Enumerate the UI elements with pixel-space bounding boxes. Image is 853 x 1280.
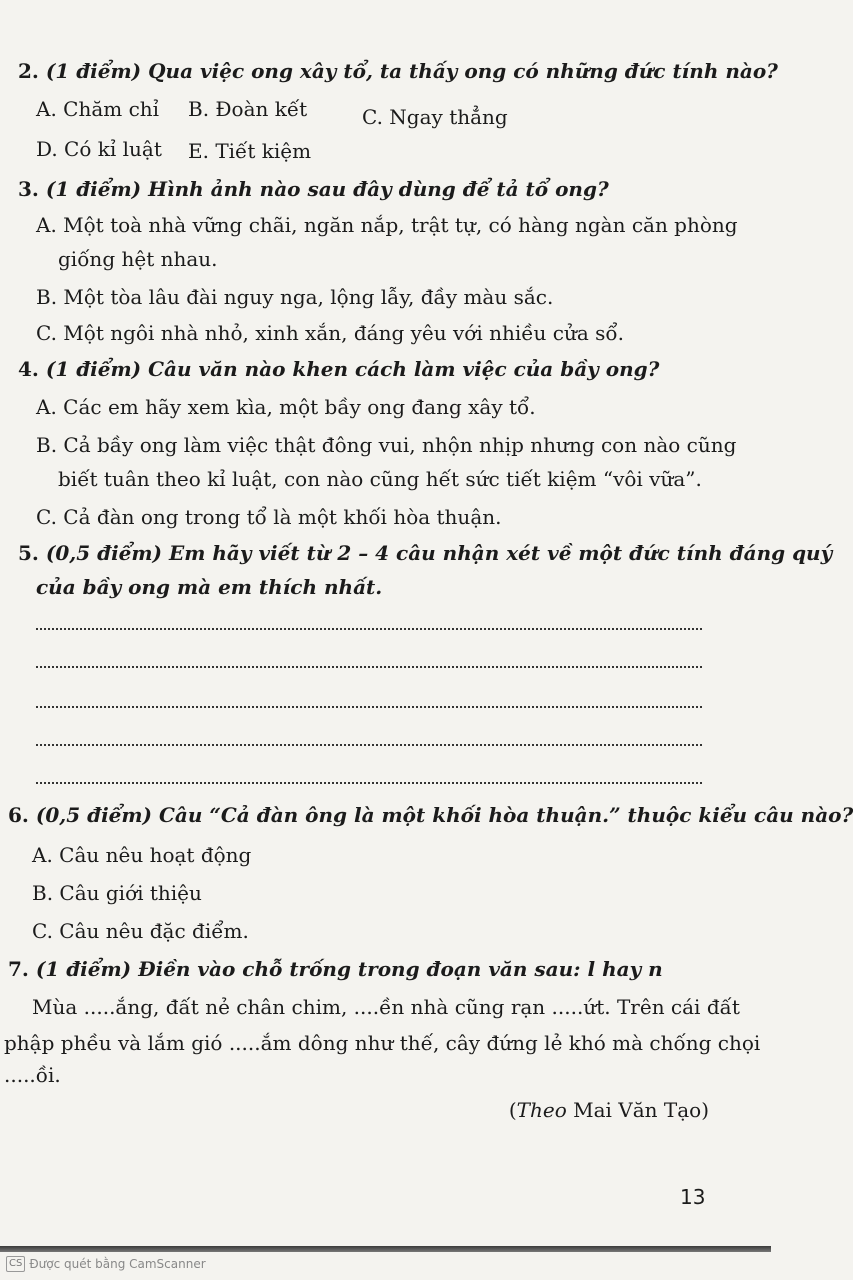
answer-line-2[interactable] [36, 666, 702, 668]
answer-line-3[interactable] [36, 706, 702, 708]
q3-option-b: B. Một tòa lâu đài nguy nga, lộng lẫy, đầy màu sắc. [36, 285, 554, 309]
q2-option-d: D. Có kỉ luật [36, 137, 162, 161]
q2-option-e: E. Tiết kiệm [188, 139, 312, 163]
q6-option-b: B. Câu giới thiệu [32, 881, 202, 905]
watermark-text: Được quét bằng CamScanner [29, 1257, 206, 1271]
q7-passage-line-3: .....ồi. [4, 1063, 61, 1087]
q3-option-c: C. Một ngôi nhà nhỏ, xinh xắn, đáng yêu với nhiều cửa sổ. [36, 321, 625, 345]
page-number: 13 [680, 1185, 706, 1209]
q6-option-a: A. Câu nêu hoạt động [32, 843, 252, 867]
q4-option-b-cont: biết tuân theo kỉ luật, con nào cũng hết sức tiết kiệm “vôi vữa”. [58, 467, 702, 491]
question-2-heading: 2. (1 điểm) Qua việc ong xây tổ, ta thấy ong có những đức tính nào? [18, 59, 778, 83]
q3-option-a-cont: giống hệt nhau. [58, 247, 218, 271]
camscanner-icon: CS [6, 1256, 25, 1272]
q4-option-a: A. Các em hãy xem kìa, một bầy ong đang xây tổ. [36, 395, 536, 419]
question-4-heading: 4. (1 điểm) Câu văn nào khen cách làm việc của bầy ong? [18, 357, 660, 381]
q2-option-c: C. Ngay thẳng [362, 105, 508, 129]
q7-passage-line-1: Mùa .....ắng, đất nẻ chân chim, ....ền nhà cũng rạn .....ứt. Trên cái đất [32, 995, 740, 1019]
q4-option-c: C. Cả đàn ong trong tổ là một khối hòa thuận. [36, 505, 502, 529]
q7-passage-line-2: phập phều và lắm gió .....ắm dông như thế, cây đứng lẻ khó mà chống chọi [4, 1031, 761, 1055]
question-5-heading: 5. (0,5 điểm) Em hãy viết từ 2 – 4 câu nhận xét về một đức tính đáng quý [18, 541, 833, 565]
question-6-heading: 6. (0,5 điểm) Câu “Cả đàn ông là một khối hòa thuận.” thuộc kiểu câu nào? [8, 803, 853, 827]
question-7-heading: 7. (1 điểm) Điền vào chỗ trống trong đoạn văn sau: l hay n [8, 957, 663, 981]
question-5-heading-cont: của bầy ong mà em thích nhất. [36, 575, 383, 599]
q2-option-b: B. Đoàn kết [188, 97, 308, 121]
q2-option-a: A. Chăm chỉ [36, 97, 160, 121]
q3-option-a: A. Một toà nhà vững chãi, ngăn nắp, trật tự, có hàng ngàn căn phòng [36, 213, 738, 237]
q4-option-b: B. Cả bầy ong làm việc thật đông vui, nhộn nhịp nhưng con nào cũng [36, 433, 737, 457]
answer-line-4[interactable] [36, 744, 702, 746]
passage-source: (Theo Mai Văn Tạo) [508, 1098, 709, 1122]
scanner-watermark [6, 1256, 206, 1272]
answer-line-1[interactable] [36, 628, 702, 630]
answer-line-5[interactable] [36, 782, 702, 784]
q6-option-c: C. Câu nêu đặc điểm. [32, 919, 249, 943]
question-3-heading: 3. (1 điểm) Hình ảnh nào sau đây dùng để tả tổ ong? [18, 177, 609, 201]
page-edge [0, 1246, 771, 1252]
